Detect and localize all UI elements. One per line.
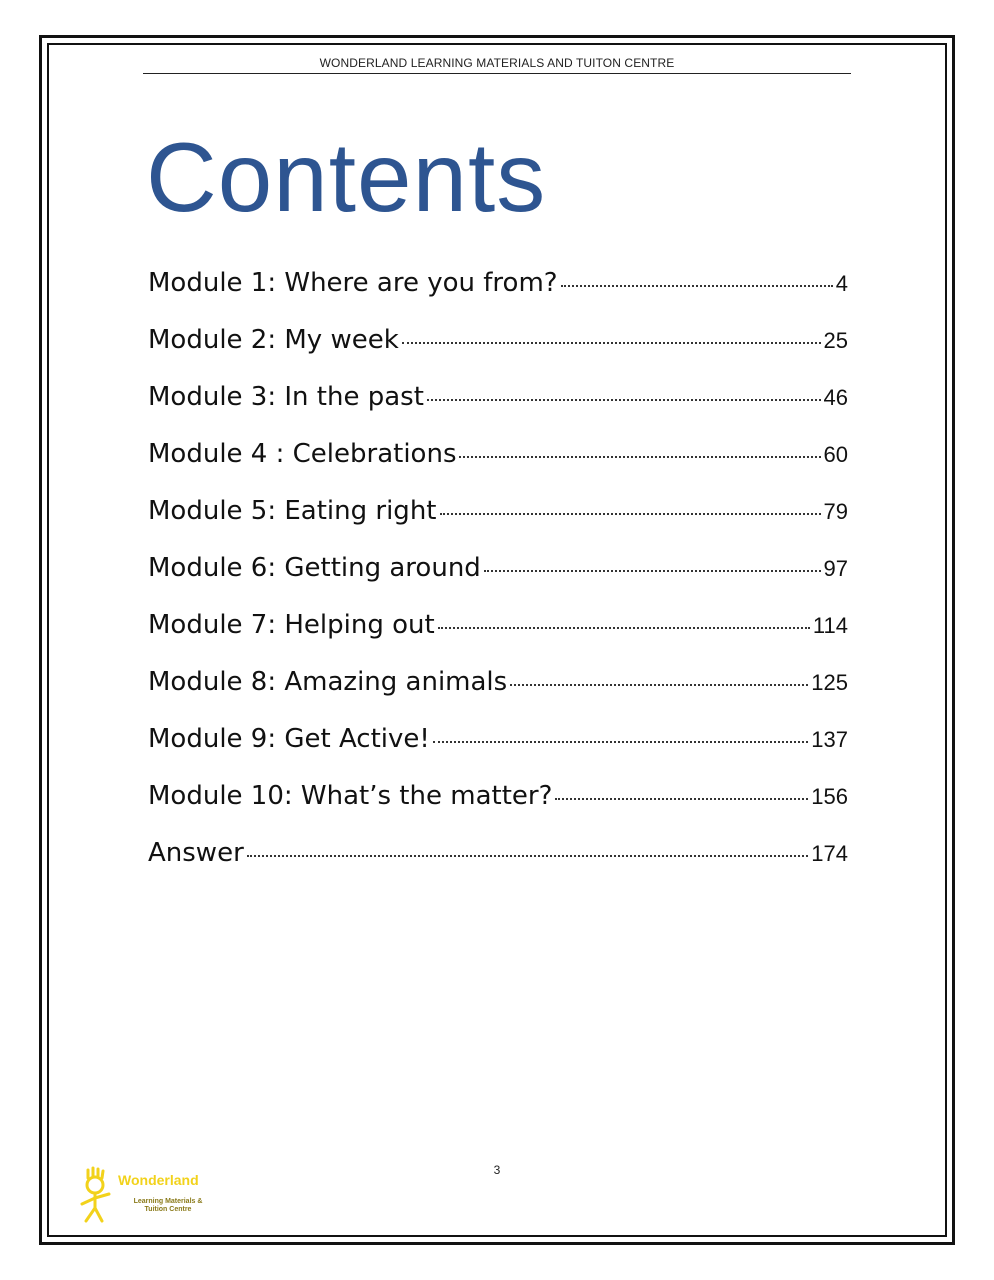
toc-entry-label: Module 3: In the past: [148, 382, 424, 412]
toc-entry[interactable]: [148, 610, 848, 667]
logo-subtitle-line: Learning Materials &: [133, 1198, 203, 1205]
toc-entry-label: Module 2: My week: [148, 325, 399, 355]
toc-leader-dots: [438, 627, 810, 629]
toc-entry[interactable]: [148, 838, 848, 895]
toc-entry-label: Module 4 : Celebrations: [148, 439, 457, 469]
toc-entry-page: 60: [823, 442, 848, 467]
toc-entry[interactable]: [148, 724, 848, 781]
toc-entry[interactable]: [148, 382, 848, 439]
wonderland-logo: [78, 1166, 228, 1226]
header-rule: [143, 73, 851, 74]
toc-leader-dots: [440, 513, 821, 515]
toc-entry-label: Module 10: What’s the matter?: [148, 781, 553, 811]
logo-subtitle-line: Tuition Centre: [144, 1206, 192, 1213]
toc-leader-dots: [510, 684, 808, 686]
toc-entry-page: 137: [811, 727, 848, 752]
toc-entry[interactable]: [148, 553, 848, 610]
wonderland-child-logo-icon: [78, 1166, 114, 1224]
toc-entry-label: Module 7: Helping out: [148, 610, 435, 640]
toc-entry-page: 97: [823, 556, 848, 581]
toc-entry-label: Module 9: Get Active!: [148, 724, 430, 754]
toc-entry-label: Module 5: Eating right: [148, 496, 437, 526]
toc-leader-dots: [459, 456, 820, 458]
toc-leader-dots: [402, 342, 821, 344]
toc-leader-dots: [555, 798, 808, 800]
toc-entry-label: Answer: [148, 838, 244, 868]
toc-entry-page: 156: [811, 784, 848, 809]
toc-entry-page: 25: [823, 328, 848, 353]
toc-entry[interactable]: [148, 667, 848, 724]
toc-entry[interactable]: [148, 496, 848, 553]
table-of-contents: [148, 268, 848, 895]
toc-leader-dots: [433, 741, 808, 743]
toc-entry-label: Module 8: Amazing animals: [148, 667, 508, 697]
toc-entry[interactable]: [148, 325, 848, 382]
page-title: Contents: [146, 122, 547, 232]
toc-entry[interactable]: [148, 439, 848, 496]
page-number: 3: [493, 1163, 501, 1177]
logo-subtitle: [118, 1198, 218, 1214]
toc-entry-label: Module 6: Getting around: [148, 553, 481, 583]
toc-leader-dots: [561, 285, 833, 287]
toc-leader-dots: [247, 855, 809, 857]
toc-entry[interactable]: [148, 268, 848, 325]
toc-entry-page: 114: [812, 613, 848, 638]
logo-name: Wonderland: [118, 1172, 199, 1188]
toc-entry-page: 174: [811, 841, 848, 866]
toc-entry-page: 79: [823, 499, 848, 524]
toc-entry-label: Module 1: Where are you from?: [148, 268, 558, 298]
running-header: WONDERLAND LEARNING MATERIALS AND TUITON CENTRE: [319, 56, 675, 70]
toc-entry-page: 125: [811, 670, 848, 695]
toc-leader-dots: [484, 570, 821, 572]
toc-entry-page: 46: [823, 385, 848, 410]
toc-leader-dots: [427, 399, 821, 401]
toc-entry-page: 4: [835, 271, 848, 296]
toc-entry[interactable]: [148, 781, 848, 838]
